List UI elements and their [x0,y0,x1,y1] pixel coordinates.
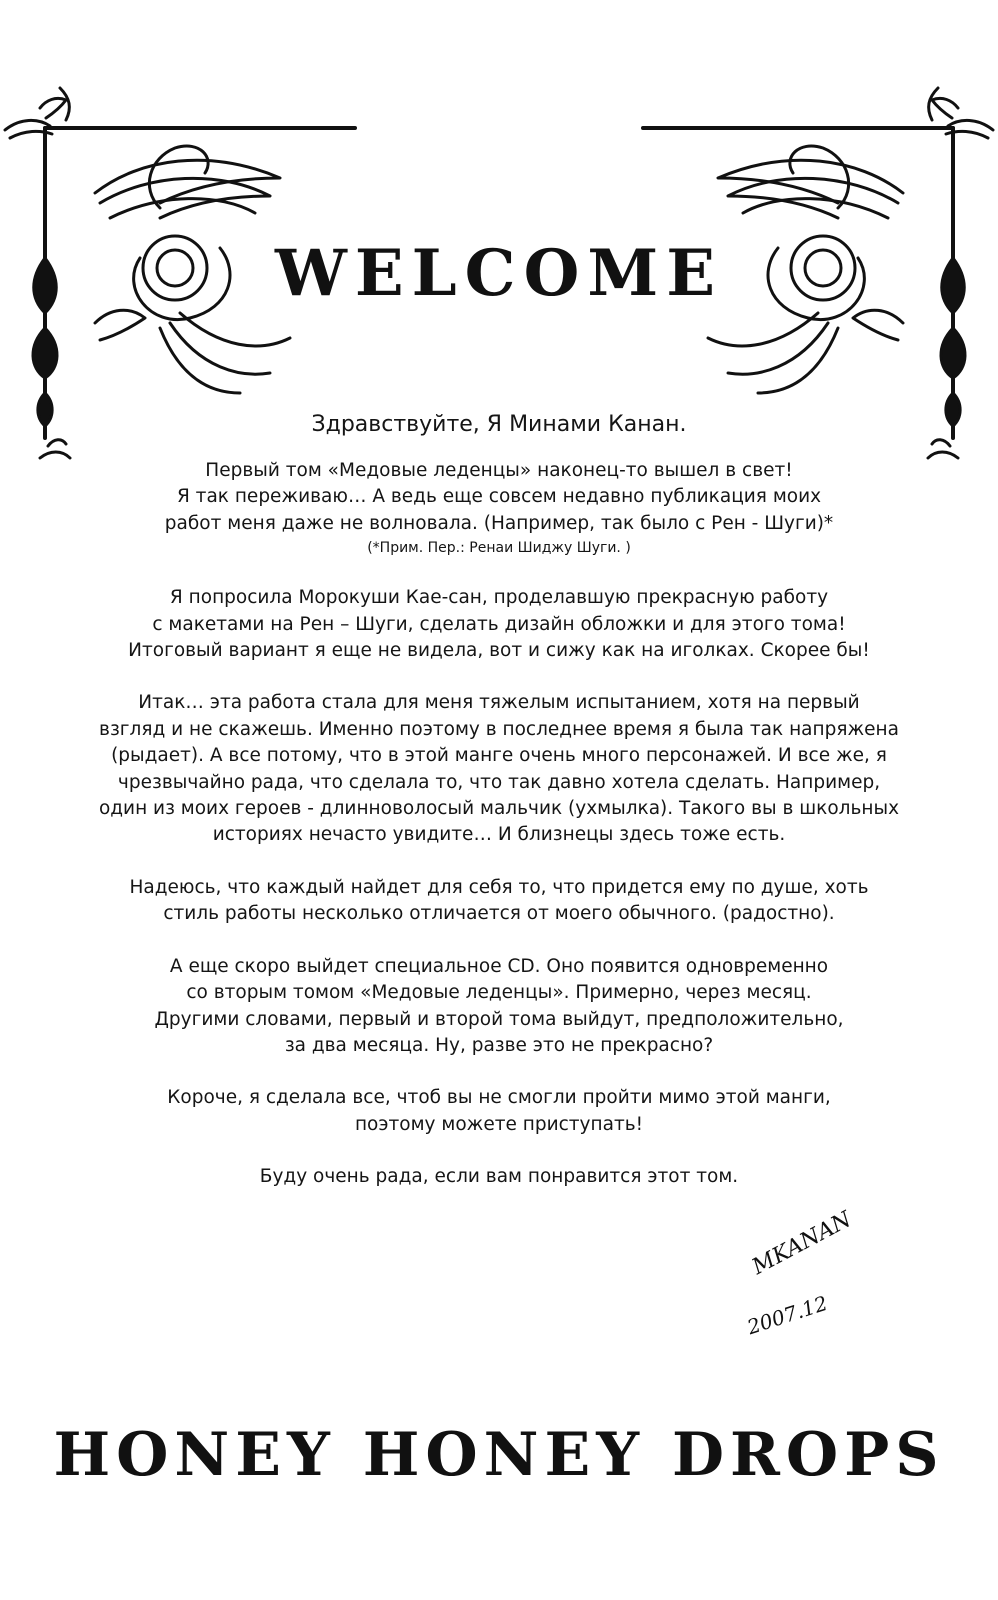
paragraph-line: один из моих героев - длинноволосый мальчик (ухмылка). Такого вы в школьных [98,798,900,820]
paragraph-line: (рыдает). А все потому, что в этой манге очень много персонажей. И все же, я [111,745,887,767]
signature-date: 2007.12 [744,1290,831,1340]
translator-note: (*Прим. Пер.: Ренаи Шиджу Шуги. ) [367,540,631,557]
paragraph-line: за два месяца. Ну, разве это не прекрасно? [284,1034,714,1056]
paragraph-line: работ меня даже не волновала. (Например, так было с Рен - Шуги)* [164,512,834,534]
paragraph-line: Короче, я сделала все, чтоб вы не смогли пройти мимо этой манги, [167,1087,831,1109]
paragraph-line: Первый том «Медовые леденцы» наконец-то вышел в свет! [205,460,793,481]
paragraph [60,458,938,559]
signature-name: MKANAN [748,1207,856,1280]
letter-body [60,410,938,1217]
paragraph-line: Итак… эта работа стала для меня тяжелым испытанием, хотя на первый [138,692,860,714]
paragraph-line: чрезвычайно рада, что сделала то, что так давно хотела сделать. Например, [117,771,881,793]
paragraph-line: Надеюсь, что каждый найдет для себя то, что придется ему по душе, хоть [129,876,869,898]
paragraph-line: Другими словами, первый и второй тома выйдут, предположительно, [154,1008,844,1030]
paragraph [60,585,938,664]
paragraph-line: взгляд и не скажешь. Именно поэтому в последнее время я была так напряжена [99,718,899,740]
paragraph-line: с макетами на Рен – Шуги, сделать дизайн обложки и для этого тома! [152,613,846,635]
paragraph [60,690,938,848]
paragraph-line: со вторым томом «Медовые леденцы». Примерно, через месяц. [186,982,812,1004]
paragraph-line: Итоговый вариант я еще не видела, вот и сижу как на иголках. Скорее бы! [128,640,870,662]
paragraph [60,1164,938,1190]
paragraph-line: А еще скоро выйдет специальное CD. Оно появится одновременно [169,955,829,977]
paragraph-line: Буду очень рада, если вам понравится этот том. [259,1166,739,1188]
paragraph [60,875,938,928]
page-title: WELCOME [275,236,723,311]
paragraph-line: историях нечасто увидите… И близнецы здесь тоже есть. [212,824,786,846]
paragraph-line: поэтому можете приступать! [354,1113,644,1135]
footer-title: HONEY HONEY DROPS [53,1420,945,1490]
paragraph-line: Я так переживаю… А ведь еще совсем недавно публикация моих [176,486,822,508]
paragraph [60,954,938,1060]
paragraph [60,1085,938,1138]
paragraph-line: Я попросила Морокуши Кае-сан, проделавшую прекрасную работу [169,587,829,609]
paragraph-line: стиль работы несколько отличается от моего обычного. (радостно). [163,903,835,925]
greeting: Здравствуйте, Я Минами Канан. [311,412,687,437]
signature [730,1207,880,1345]
